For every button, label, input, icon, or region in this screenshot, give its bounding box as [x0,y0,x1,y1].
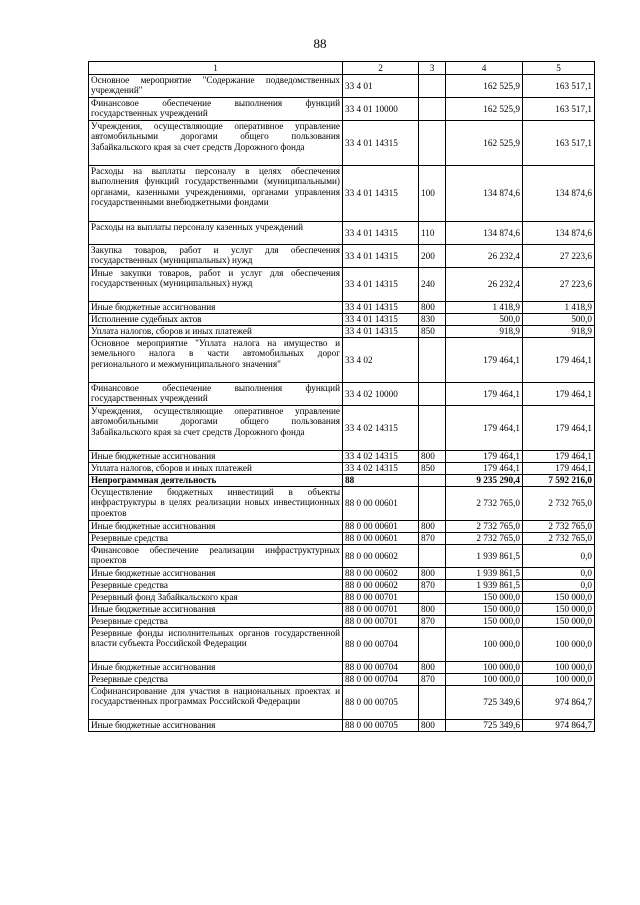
row-amount-col5: 500,0 [523,314,595,326]
row-expense-type: 850 [419,463,446,475]
row-amount-col4: 179 464,1 [446,338,523,383]
row-name: Финансовое обеспечение реализации инфраструктурных проектов [89,545,343,568]
row-code: 88 0 00 00602 [343,568,419,580]
row-amount-col5: 100 000,0 [523,662,595,674]
row-name: Исполнение судебных актов [89,314,343,326]
row-expense-type: 240 [419,268,446,302]
header-col-1: 1 [89,62,343,75]
header-col-3: 3 [419,62,446,75]
row-code: 88 0 00 00602 [343,545,419,568]
row-expense-type: 800 [419,604,446,616]
row-expense-type [419,545,446,568]
row-expense-type [419,98,446,121]
row-amount-col5: 7 592 216,0 [523,475,595,487]
row-amount-col5: 0,0 [523,545,595,568]
row-amount-col5: 2 732 765,0 [523,487,595,521]
row-name: Основное мероприятие "Уплата налога на имущество и земельного налога в части автомобильных дорог регионального и межмуниципального значения" [89,338,343,383]
row-code: 88 [343,475,419,487]
row-amount-col5: 2 732 765,0 [523,533,595,545]
row-code: 88 0 00 00601 [343,521,419,533]
table-header [89,62,595,75]
row-name: Непрограммная деятельность [89,475,343,487]
row-name: Резервный фонд Забайкальского края [89,592,343,604]
row-expense-type [419,475,446,487]
table-body [89,75,595,732]
row-amount-col4: 2 732 765,0 [446,487,523,521]
row-code: 33 4 01 14315 [343,268,419,302]
row-amount-col5: 163 517,1 [523,75,595,98]
row-name: Иные бюджетные ассигнования [89,451,343,463]
table-row [89,314,595,326]
row-name: Иные бюджетные ассигнования [89,302,343,314]
row-expense-type: 870 [419,674,446,686]
row-amount-col5: 2 732 765,0 [523,521,595,533]
row-expense-type: 870 [419,616,446,628]
row-amount-col4: 162 525,9 [446,98,523,121]
row-amount-col4: 1 939 861,5 [446,568,523,580]
row-amount-col5: 918,9 [523,326,595,338]
row-amount-col4: 1 939 861,5 [446,580,523,592]
table-row [89,451,595,463]
row-amount-col5: 179 464,1 [523,338,595,383]
table-row [89,521,595,533]
row-code: 33 4 01 14315 [343,326,419,338]
row-expense-type [419,338,446,383]
table-row [89,121,595,166]
table-row [89,662,595,674]
row-expense-type: 870 [419,580,446,592]
row-name: Финансовое обеспечение выполнения функций государственных учреждений [89,383,343,406]
row-amount-col4: 918,9 [446,326,523,338]
row-amount-col4: 2 732 765,0 [446,521,523,533]
row-amount-col5: 150 000,0 [523,616,595,628]
row-code: 33 4 02 14315 [343,406,419,451]
table-row [89,98,595,121]
row-amount-col4: 179 464,1 [446,463,523,475]
row-amount-col4: 162 525,9 [446,121,523,166]
row-amount-col4: 725 349,6 [446,686,523,720]
row-name: Учреждения, осуществляющие оперативное управление автомобильными дорогами общего пользования Забайкальского края за счет средств Дорожного фонда [89,121,343,166]
table-row [89,326,595,338]
table-row [89,383,595,406]
row-code: 88 0 00 00705 [343,686,419,720]
row-name: Резервные фонды исполнительных органов государственной власти субъекта Российской Федерации [89,628,343,662]
row-code: 33 4 01 [343,75,419,98]
row-amount-col4: 100 000,0 [446,662,523,674]
table-row [89,545,595,568]
row-code: 88 0 00 00704 [343,662,419,674]
row-code: 88 0 00 00704 [343,628,419,662]
row-amount-col5: 1 418,9 [523,302,595,314]
row-amount-col5: 150 000,0 [523,604,595,616]
table-row [89,245,595,268]
row-amount-col5: 179 464,1 [523,463,595,475]
row-code: 88 0 00 00704 [343,674,419,686]
row-amount-col5: 150 000,0 [523,592,595,604]
row-expense-type [419,592,446,604]
table-row [89,463,595,475]
row-amount-col5: 100 000,0 [523,628,595,662]
row-amount-col4: 9 235 290,4 [446,475,523,487]
row-name: Основное мероприятие "Содержание подведомственных учреждений" [89,75,343,98]
row-expense-type [419,487,446,521]
row-name: Иные бюджетные ассигнования [89,604,343,616]
row-code: 88 0 00 00701 [343,616,419,628]
row-amount-col5: 27 223,6 [523,245,595,268]
row-expense-type: 870 [419,533,446,545]
row-name: Резервные средства [89,616,343,628]
row-name: Расходы на выплаты персоналу казенных учреждений [89,222,343,245]
row-name: Учреждения, осуществляющие оперативное управление автомобильными дорогами общего пользования Забайкальского края за счет средств Дорожного фонда [89,406,343,451]
row-amount-col4: 725 349,6 [446,720,523,732]
row-amount-col5: 27 223,6 [523,268,595,302]
row-expense-type [419,75,446,98]
row-amount-col5: 0,0 [523,580,595,592]
row-amount-col4: 150 000,0 [446,616,523,628]
row-amount-col5: 100 000,0 [523,674,595,686]
row-name: Иные бюджетные ассигнования [89,568,343,580]
row-code: 33 4 01 14315 [343,314,419,326]
row-expense-type: 830 [419,314,446,326]
row-code: 33 4 02 [343,338,419,383]
row-name: Резервные средства [89,580,343,592]
row-amount-col5: 974 864,7 [523,720,595,732]
table-row [89,338,595,383]
row-name: Иные бюджетные ассигнования [89,662,343,674]
row-expense-type [419,383,446,406]
row-expense-type: 110 [419,222,446,245]
row-name: Уплата налогов, сборов и иных платежей [89,326,343,338]
row-amount-col5: 134 874,6 [523,222,595,245]
header-col-5: 5 [523,62,595,75]
row-amount-col5: 179 464,1 [523,451,595,463]
row-name: Иные бюджетные ассигнования [89,720,343,732]
row-name: Уплата налогов, сборов и иных платежей [89,463,343,475]
header-col-2: 2 [343,62,419,75]
row-expense-type: 800 [419,720,446,732]
table-row [89,568,595,580]
table-row [89,475,595,487]
table-row [89,580,595,592]
row-amount-col4: 1 939 861,5 [446,545,523,568]
table-row [89,222,595,245]
row-code: 33 4 01 14315 [343,245,419,268]
table-row [89,166,595,222]
row-amount-col5: 179 464,1 [523,383,595,406]
row-name: Осуществление бюджетных инвестиций в объекты инфраструктуры в целях реализации новых инвестиционных проектов [89,487,343,521]
page-number: 88 [313,36,327,51]
row-name: Иные закупки товаров, работ и услуг для обеспечения государственных (муниципальных) нужд [89,268,343,302]
row-amount-col4: 179 464,1 [446,451,523,463]
row-amount-col4: 134 874,6 [446,222,523,245]
table-row [89,592,595,604]
table-row [89,487,595,521]
row-code: 33 4 02 10000 [343,383,419,406]
row-code: 33 4 02 14315 [343,463,419,475]
table-row [89,268,595,302]
row-expense-type [419,406,446,451]
table-row [89,406,595,451]
row-amount-col4: 150 000,0 [446,592,523,604]
table-row [89,686,595,720]
row-expense-type: 850 [419,326,446,338]
header-col-4: 4 [446,62,523,75]
row-expense-type: 100 [419,166,446,222]
row-code: 33 4 02 14315 [343,451,419,463]
row-code: 33 4 01 14315 [343,302,419,314]
table-row [89,674,595,686]
table-row [89,604,595,616]
row-name: Резервные средства [89,533,343,545]
table-row [89,628,595,662]
row-code: 33 4 01 14315 [343,222,419,245]
row-amount-col5: 163 517,1 [523,121,595,166]
row-code: 33 4 01 14315 [343,166,419,222]
row-amount-col4: 500,0 [446,314,523,326]
row-code: 33 4 01 14315 [343,121,419,166]
row-amount-col5: 974 864,7 [523,686,595,720]
table-row [89,616,595,628]
row-name: Иные бюджетные ассигнования [89,521,343,533]
row-amount-col4: 179 464,1 [446,383,523,406]
row-amount-col5: 179 464,1 [523,406,595,451]
table-row [89,533,595,545]
row-name: Закупка товаров, работ и услуг для обеспечения государственных (муниципальных) нужд [89,245,343,268]
row-code: 33 4 01 10000 [343,98,419,121]
row-name: Финансовое обеспечение выполнения функций государственных учреждений [89,98,343,121]
table-row [89,720,595,732]
row-amount-col4: 26 232,4 [446,268,523,302]
row-amount-col4: 2 732 765,0 [446,533,523,545]
row-amount-col4: 162 525,9 [446,75,523,98]
row-amount-col5: 0,0 [523,568,595,580]
row-amount-col4: 26 232,4 [446,245,523,268]
row-amount-col4: 100 000,0 [446,674,523,686]
row-name: Резервные средства [89,674,343,686]
row-expense-type: 800 [419,568,446,580]
row-code: 88 0 00 00701 [343,604,419,616]
row-amount-col4: 179 464,1 [446,406,523,451]
row-expense-type: 800 [419,302,446,314]
budget-table [88,61,595,732]
row-code: 88 0 00 00601 [343,533,419,545]
row-expense-type: 800 [419,662,446,674]
row-code: 88 0 00 00602 [343,580,419,592]
row-amount-col5: 163 517,1 [523,98,595,121]
row-expense-type [419,686,446,720]
row-expense-type: 800 [419,521,446,533]
row-expense-type [419,628,446,662]
header-row [89,62,595,75]
row-amount-col5: 134 874,6 [523,166,595,222]
row-code: 88 0 00 00705 [343,720,419,732]
table-row [89,75,595,98]
row-code: 88 0 00 00601 [343,487,419,521]
row-amount-col4: 150 000,0 [446,604,523,616]
row-name: Софинансирование для участия в национальных проектах и государственных программах Российской Федерации [89,686,343,720]
row-amount-col4: 1 418,9 [446,302,523,314]
row-amount-col4: 134 874,6 [446,166,523,222]
row-name: Расходы на выплаты персоналу в целях обеспечения выполнения функций государственными (муниципальными) органами, казенными учреждениями, органами управления государственными внебюджетными фондами [89,166,343,222]
table-row [89,302,595,314]
row-expense-type: 800 [419,451,446,463]
row-expense-type: 200 [419,245,446,268]
row-amount-col4: 100 000,0 [446,628,523,662]
row-code: 88 0 00 00701 [343,592,419,604]
row-expense-type [419,121,446,166]
